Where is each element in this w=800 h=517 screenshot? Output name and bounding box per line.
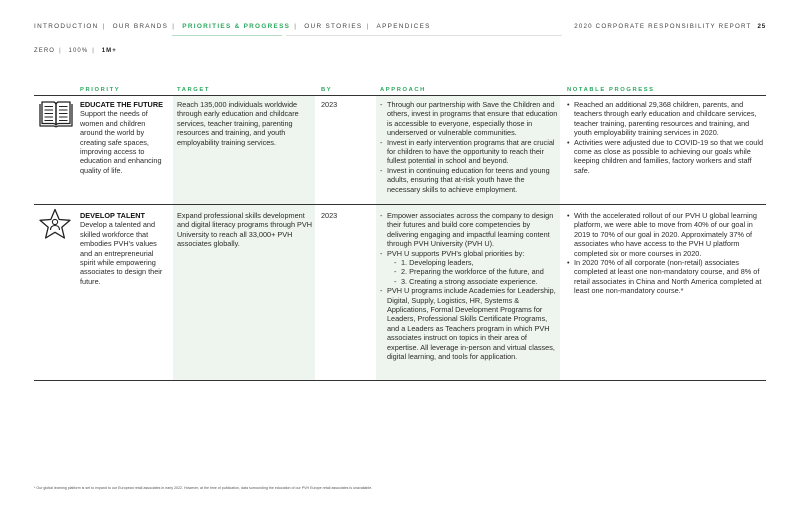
priority-description: Develop a talented and skilled workforce that embodies PVH's values and an entrepreneurial spirit while empowering associates to design their future. — [80, 220, 163, 286]
target-year: 2023 — [321, 211, 338, 220]
top-navigation — [34, 23, 431, 30]
approach-subitem: - 3. Creating a strong associate experience. — [394, 277, 558, 286]
progress-item: • With the accelerated rollout of our PVH U global learning platform, we were able to move from 40% of our goal in 2019 to 70% of our goal in 2020. Approximately 37% of associates who have access to the PVH U platform completed six or more courses in 2020. — [567, 211, 763, 258]
approach-subitem: - 1. Developing leaders, — [394, 258, 558, 267]
nav-separator: | — [172, 23, 176, 30]
nav-separator: | — [294, 23, 298, 30]
header-priority: PRIORITY — [80, 87, 121, 93]
priority-educate-the-future — [80, 100, 168, 175]
nav-item-introduction[interactable]: INTRODUCTION — [34, 23, 99, 30]
approach-subitem: - 2. Preparing the workforce of the future, and — [394, 267, 558, 276]
priority-title: DEVELOP TALENT — [80, 211, 146, 220]
header-target: TARGET — [177, 87, 210, 93]
footnote: * Our global learning platform is set to expand to our European retail associates in early 2022. However, at the time of publication, data surrounding the education of our PVH Europe retail associates is unavailable. — [34, 486, 373, 490]
approach-item: - Through our partnership with Save the Children and others, invest in programs that ensure that education is accessible to everyone, especially those in underserved or vulnerable communities. — [380, 100, 558, 138]
approach-item: - Invest in early intervention programs that are crucial for children to have the opportunity to reach their fullest potential in school and beyond. — [380, 138, 558, 166]
subnav-separator: | — [92, 48, 95, 54]
subnav-item-1m[interactable]: 1M+ — [101, 48, 117, 54]
header-approach: APPROACH — [380, 87, 426, 93]
progress-item: • Activities were adjusted due to COVID-19 so that we could come as close as possible to achieving our goals while keeping children and families, factory workers and staff safe. — [567, 138, 763, 176]
target-text: Reach 135,000 individuals worldwide through early education and childcare services, teacher training, parenting resources and training, and youth employability training services. — [177, 100, 299, 147]
nav-item-priorities-progress[interactable]: PRIORITIES & PROGRESS — [182, 23, 291, 30]
notable-progress-list — [567, 211, 763, 296]
notable-progress-list — [567, 100, 763, 175]
subnav-separator: | — [59, 48, 62, 54]
nav-separator: | — [366, 23, 370, 30]
nav-item-appendices[interactable]: APPENDICES — [376, 23, 431, 30]
approach-item: - Empower associates across the company to design their futures and build core competencies by delivering engaging and impactful learning content through PVH University (PVH U). — [380, 211, 558, 249]
approach-sublist — [387, 258, 558, 286]
report-header — [574, 23, 766, 30]
priority-description: Support the needs of women and children around the world by creating safe spaces, improving access to education and enhancing quality of life. — [80, 109, 162, 175]
nav-divider — [286, 35, 562, 36]
approach-list — [380, 100, 558, 194]
subnav-item-100[interactable]: 100% — [68, 48, 89, 54]
star-person-icon — [38, 208, 72, 242]
approach-item — [380, 249, 558, 287]
page-number: 25 — [757, 23, 766, 30]
priority-develop-talent — [80, 211, 170, 286]
header-notable-progress: NOTABLE PROGRESS — [567, 87, 655, 93]
progress-item: • In 2020 70% of all corporate (non-retail) associates completed at least one non-mandatory course, and 8% of retail associates in China and North America completed at least one non-mandatory course.* — [567, 258, 763, 296]
approach-item: - Invest in continuing education for teens and young adults, ensuring that at-risk youth have the necessary skills to achieve employment. — [380, 166, 558, 194]
table-rule-bottom — [34, 380, 766, 381]
header-by: BY — [321, 87, 333, 93]
approach-item-text: PVH U supports PVH's global priorities by: — [387, 248, 525, 258]
target-text: Expand professional skills development and digital literacy programs through PVH University to reach all 33,000+ PVH associates globally. — [177, 211, 313, 249]
book-icon — [38, 100, 74, 130]
nav-item-our-stories[interactable]: OUR STORIES — [304, 23, 363, 30]
table-rule-middle — [34, 204, 766, 205]
nav-separator: | — [102, 23, 106, 30]
nav-item-our-brands[interactable]: OUR BRANDS — [112, 23, 169, 30]
target-year: 2023 — [321, 100, 338, 109]
sub-navigation — [34, 48, 117, 54]
approach-item: - PVH U programs include Academies for Leadership, Digital, Supply, Logistics, HR, Systems & Applications, Formal Development Programs for Leaders, Professional Skills Certificate Programs, and a Leaders as Teachers program in which PVH associates instruct on topics in their area of expertise. All leverage in-person and virtual classes, digital learning, and tools for application. — [380, 286, 558, 361]
report-title: 2020 CORPORATE RESPONSIBILITY REPORT — [574, 23, 752, 30]
subnav-item-zero[interactable]: ZERO — [34, 48, 56, 54]
priority-title: EDUCATE THE FUTURE — [80, 100, 163, 109]
progress-item: • Reached an additional 29,368 children, parents, and teachers through early education and childcare services, teacher training, parenting resources and training, and youth employability training services in 2020. — [567, 100, 763, 138]
active-nav-underline — [172, 35, 282, 36]
approach-list — [380, 211, 558, 362]
table-rule-top — [34, 95, 766, 96]
